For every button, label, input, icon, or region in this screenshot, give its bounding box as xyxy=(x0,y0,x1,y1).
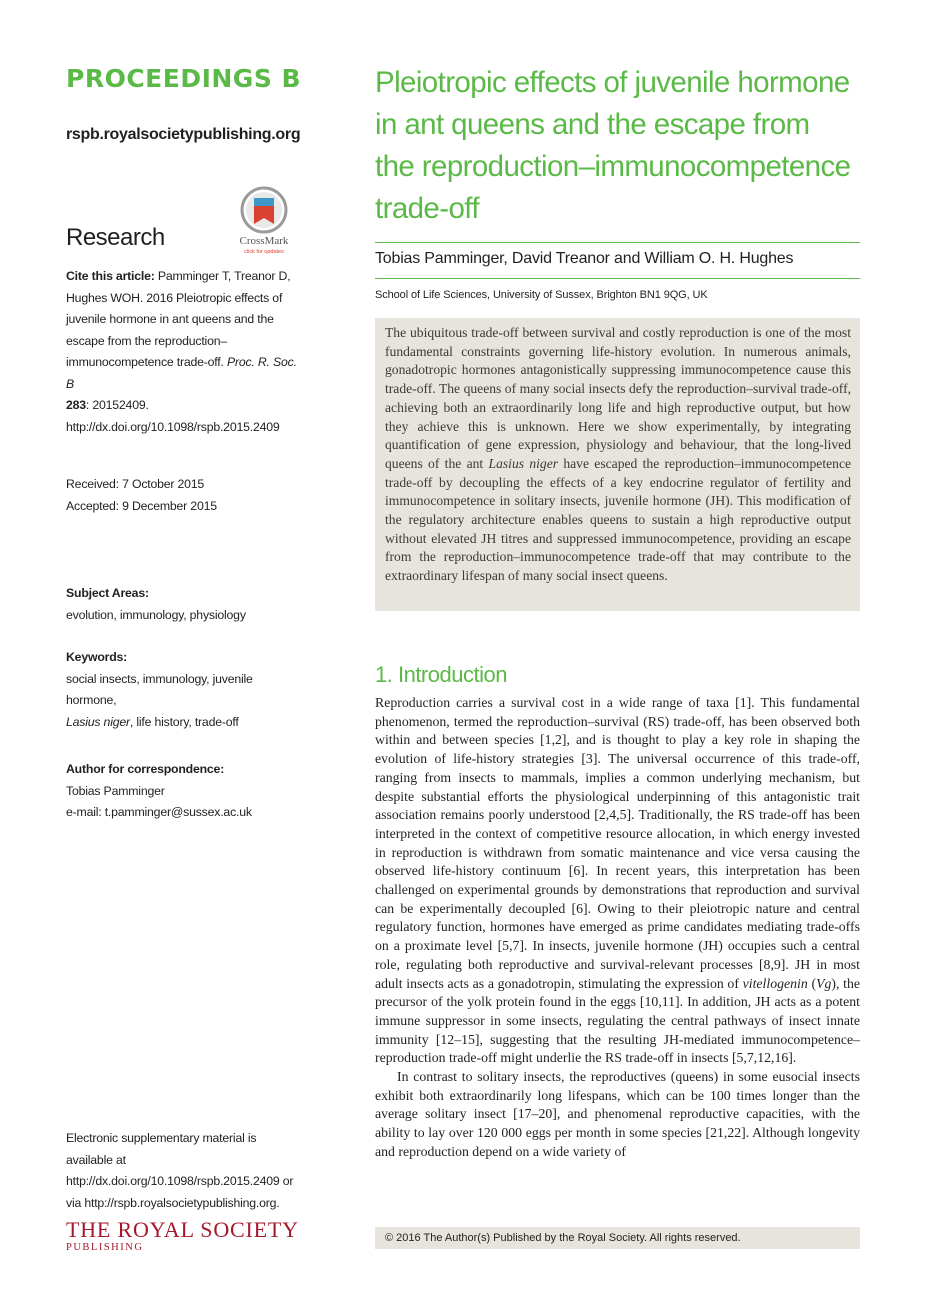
introduction-text: Reproduction carries a survival cost in a wide range of taxa [1]. This fundamental phenomenon, termed the reproduction–survival (RS) trade-off, has been observed both within and between species [1,2], and is thought to play a key role in shaping the evolution of life-history strategies [3]. The universal occurrence of this trade-off, ranging from insects to mammals, implies a common underlying mechanism, but despite substantial efforts the physiological underpinning of this antagonistic trait association remains poorly understood [2,4,5]. Traditionally, the RS trade-off has been interpreted in the context of competitive resource allocation, in which energy invested in reproduction is withdrawn from somatic maintenance and vice versa causing the observed life-history continuum [6]. In recent years, this interpretation has been challenged on experimental grounds by demonstrations that reproduction and survival can be experimentally decoupled [6]. Owing to their pleiotropic nature and central regulatory function, hormones have emerged as prime candidates mediating trade-offs on a proximate level [5,7]. In insects, juvenile hormone (JH) occupies such a central role, regulating both reproductive and survival-relevant processes [8,9]. JH in most adult insects acts as a gonadotropin, stimulating the expression of vitellogenin (Vg), the precursor of the yolk protein found in the eggs [10,11]. In addition, JH acts as a potent immune suppressor in some insects, regulating the central pathways of insect innate immunity [12–15], suggesting that the resulting JH-mediated immunocompetence–reproduction trade-off might underlie the RS trade-off in insects [5,7,12,16]. In contrast to solitary insects, the reproductives (queens) in some eusocial insects exhibit both extraordinarily long lifespans, which can be 100 times longer than the average solitary insect [17–20], and phenomenal reproductive capacities, with the ability to lay over 120 000 eggs per month in some species [21,22]. Although longevity and reproduction depend on a wide variety of xyxy=(375,695,861,1159)
crossmark-badge[interactable] xyxy=(232,186,296,256)
abstract-box: The ubiquitous trade-off between survival and costly reproduction is one of the most fundamental constraints governing life-history evolution. In numerous animals, gonadotropic hormones antagonistically suppressing immunocompetence cause this trade-off. The queens of many social insects defy the reproduction–survival trade-off, achieving both an extraordinarily long life and high reproductive output, but how they achieve this is unknown. Here we show experimentally, by integrating quantification of gene expression, physiology and behaviour, that the long-lived queens of the ant Lasius niger have escaped the reproduction–immunocompetence trade-off by decoupling the effects of a key endocrine regulator of fertility and immunocompetence in solitary insects, juvenile hormone (JH). This modification of the regulatory architecture enables queens to sustain a high reproductive output without elevated JH titres and suppressed immunocompetence, providing an escape from the reproduction–immunocompetence trade-off that may contribute to the extraordinary lifespan of many social insect queens. xyxy=(375,318,860,611)
authors-rule xyxy=(375,278,860,279)
article-type: Research xyxy=(66,224,165,251)
crossmark-sublabel: click for updates xyxy=(244,249,284,255)
correspondence-email[interactable]: e-mail: t.pamminger@sussex.ac.uk xyxy=(66,805,252,819)
copyright-bar: © 2016 The Author(s) Published by the Royal Society. All rights reserved. xyxy=(375,1227,860,1249)
title-rule xyxy=(375,242,860,243)
crossmark-icon xyxy=(232,186,296,256)
author-list: Tobias Pamminger, David Treanor and William O. H. Hughes xyxy=(375,250,794,267)
supplementary-note: Electronic supplementary material is available at http://dx.doi.org/10.1098/rspb.2015.2409 or via http://rspb.royalsocietypublishing.org. xyxy=(66,1131,294,1210)
correspondence: Author for correspondence: Tobias Pamminger e-mail: t.pamminger@sussex.ac.uk xyxy=(66,762,252,819)
affiliation: School of Life Sciences, University of Sussex, Brighton BN1 9QG, UK xyxy=(375,289,708,301)
article-dates xyxy=(66,474,306,517)
received-date: Received: 7 October 2015 xyxy=(66,477,205,491)
accepted-date: Accepted: 9 December 2015 xyxy=(66,498,217,513)
citation-doi-link[interactable]: http://dx.doi.org/10.1098/rspb.2015.2409 xyxy=(66,419,280,434)
keywords: Keywords: social insects, immunology, juvenile hormone, Lasius niger, life history, trade-off xyxy=(66,650,253,729)
journal-name: PROCEEDINGS B xyxy=(66,64,302,93)
citation-block: Cite this article: Pamminger T, Treanor D, Hughes WOH. 2016 Pleiotropic effects of juvenile hormone in ant queens and the escape from the reproduction–immunocompetence trade-off. Proc. R. Soc. B 283: 20152409. http://dx.doi.org/10.1098/rspb.2015.2409 xyxy=(66,269,297,434)
section-heading: 1. Introduction xyxy=(375,662,507,687)
journal-site[interactable]: rspb.royalsocietypublishing.org xyxy=(66,126,301,143)
article-title: Pleiotropic effects of juvenile hormone in ant queens and the escape from the reproduction–immunocompetence trade-off xyxy=(375,66,851,225)
subject-areas: Subject Areas: evolution, immunology, physiology xyxy=(66,586,246,622)
publisher-logo: THE ROYAL SOCIETY PUBLISHING xyxy=(66,1217,299,1253)
crossmark-label: CrossMark xyxy=(239,235,289,247)
